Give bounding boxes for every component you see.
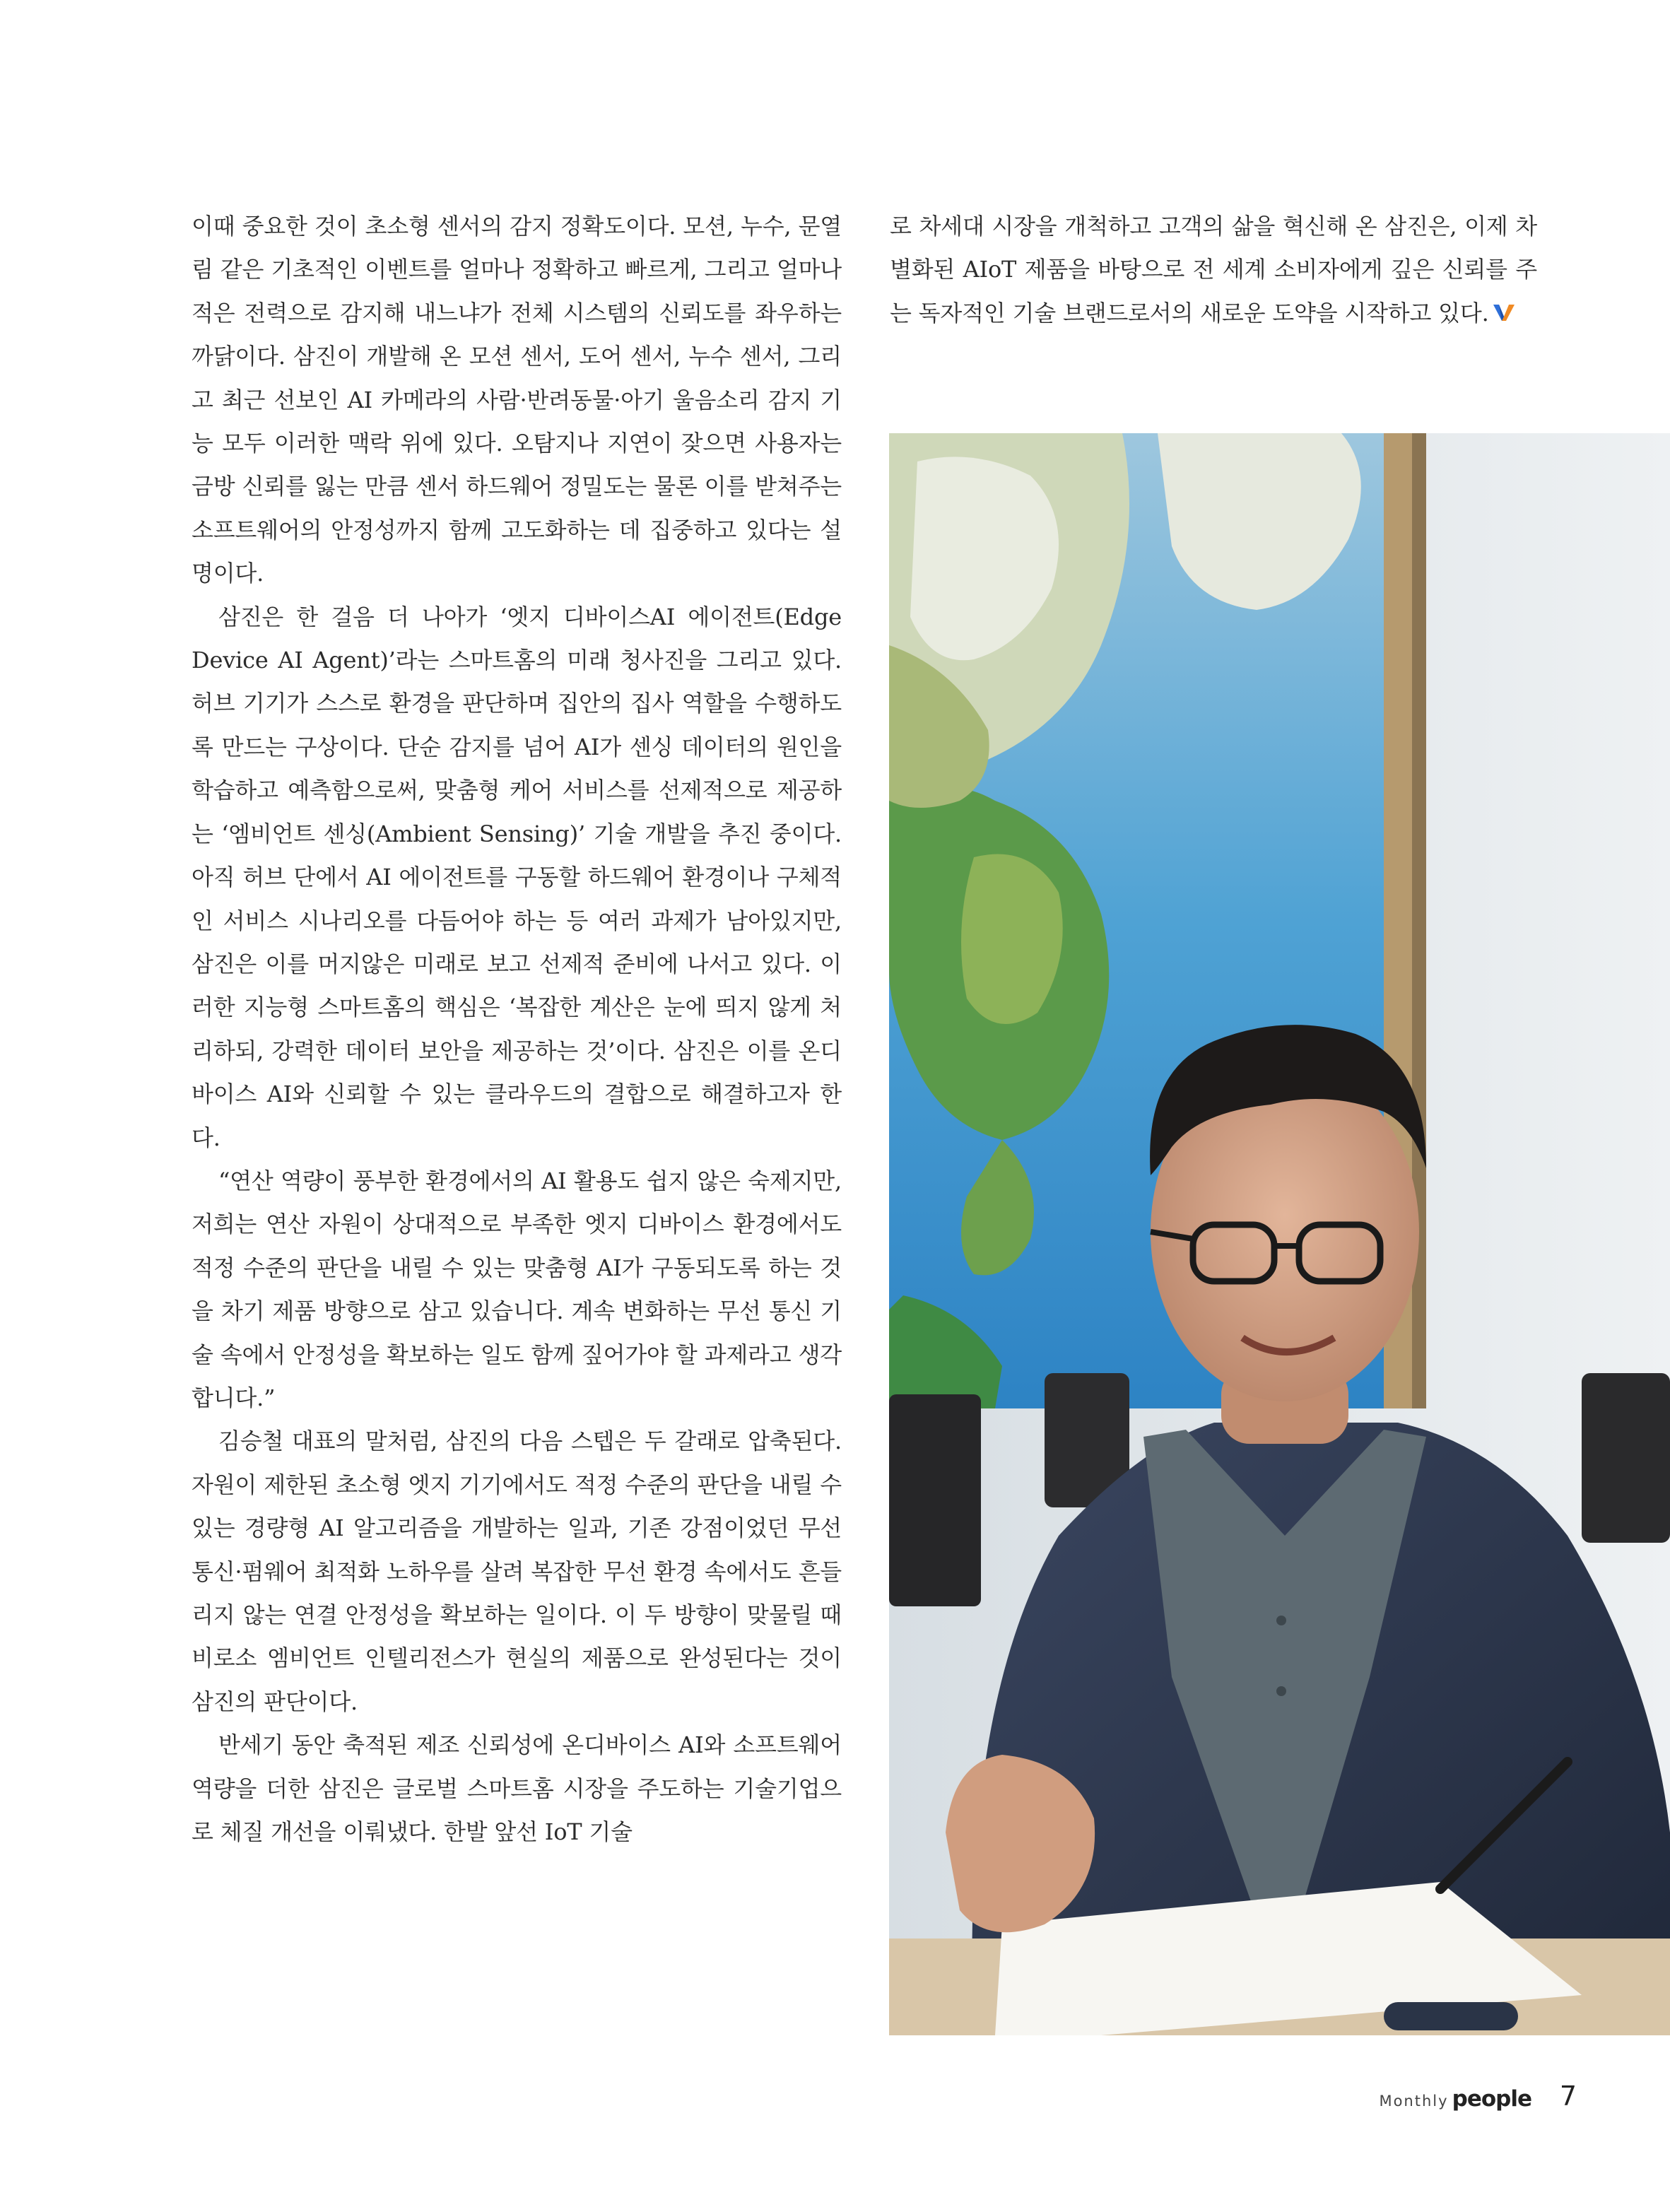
quote-paragraph: “연산 역량이 풍부한 환경에서의 AI 활용도 쉽지 않은 숙제지만, 저희는 연산 자원이 상대적으로 부족한 엣지 디바이스 환경에서도 적정 수준의 판단을 내릴 수 있는 맞춤형 AI가 구동되도록 하는 것을 차기 제품 방향으로 삼고 있습니다. 계속 변화하는 무선 통신 기술 속에서 안정성을 확보하는 일도 함께 짚어가야 할 과제라고 생각합니다.”: [192, 1167, 842, 1411]
magazine-monthly-label: Monthly: [1379, 2093, 1449, 2110]
article-column-left: [192, 205, 842, 1854]
article-paragraph: 김승철 대표의 말처럼, 삼진의 다음 스텝은 두 갈래로 압축된다. 자원이 제한된 초소형 엣지 기기에서도 적정 수준의 판단을 내릴 수 있는 경량형 AI 알고리즘을 개발하는 일과, 기존 강점이었던 무선 통신·펌웨어 최적화 노하우를 살려 복잡한 무선 환경 속에서도 흔들리지 않는 연결 안정성을 확보하는 일이다. 이 두 방향이 맞물릴 때 비로소 엠비언트 인텔리전스가 현실의 제품으로 완성된다는 것이 삼진의 판단이다.: [192, 1428, 842, 1715]
page-number: 7: [1559, 2081, 1577, 2112]
interview-photo: [889, 433, 1670, 2035]
article-column-right: [890, 205, 1537, 335]
magazine-people-label: people: [1452, 2086, 1531, 2112]
v-logo-icon: [1492, 293, 1516, 313]
article-paragraph-end: [890, 205, 1537, 335]
magazine-logo: [1379, 2086, 1531, 2112]
article-paragraph-text: 로 차세대 시장을 개척하고 고객의 삶을 혁신해 온 삼진은, 이제 차별화된 AIoT 제품을 바탕으로 전 세계 소비자에게 깊은 신뢰를 주는 독자적인 기술 브랜드로서의 새로운 도약을 시작하고 있다.: [890, 213, 1537, 326]
article-paragraph: 삼진은 한 걸음 더 나아가 ‘엣지 디바이스AI 에이전트(Edge Device AI Agent)’라는 스마트홈의 미래 청사진을 그리고 있다. 허브 기기가 스스로 환경을 판단하며 집안의 집사 역할을 수행하도록 만드는 구상이다. 단순 감지를 넘어 AI가 센싱 데이터의 원인을 학습하고 예측함으로써, 맞춤형 케어 서비스를 선제적으로 제공하는 ‘엠비언트 센싱(Ambient Sensing)’ 기술 개발을 추진 중이다. 아직 허브 단에서 AI 에이전트를 구동할 하드웨어 환경이나 구체적인 서비스 시나리오를 다듬어야 하는 등 여러 과제가 남아있지만, 삼진은 이를 머지않은 미래로 보고 선제적 준비에 나서고 있다. 이러한 지능형 스마트홈의 핵심은 ‘복잡한 계산은 눈에 띄지 않게 처리하되, 강력한 데이터 보안을 제공하는 것’이다. 삼진은 이를 온디바이스 AI와 신뢰할 수 있는 클라우드의 결합으로 해결하고자 한다.: [192, 603, 842, 1151]
article-paragraph: 반세기 동안 축적된 제조 신뢰성에 온디바이스 AI와 소프트웨어 역량을 더한 삼진은 글로벌 스마트홈 시장을 주도하는 기술기업으로 체질 개선을 이뤄냈다. 한발 앞선 IoT 기술: [192, 1731, 842, 1846]
article-paragraph: 이때 중요한 것이 초소형 센서의 감지 정확도이다. 모션, 누수, 문열림 같은 기초적인 이벤트를 얼마나 정확하고 빠르게, 그리고 얼마나 적은 전력으로 감지해 내느냐가 전체 시스템의 신뢰도를 좌우하는 까닭이다. 삼진이 개발해 온 모션 센서, 도어 센서, 누수 센서, 그리고 최근 선보인 AI 카메라의 사람·반려동물·아기 울음소리 감지 기능 모두 이러한 맥락 위에 있다. 오탐지나 지연이 잦으면 사용자는 금방 신뢰를 잃는 만큼 센서 하드웨어 정밀도는 물론 이를 받쳐주는 소프트웨어의 안정성까지 함께 고도화하는 데 집중하고 있다는 설명이다.: [192, 213, 842, 587]
